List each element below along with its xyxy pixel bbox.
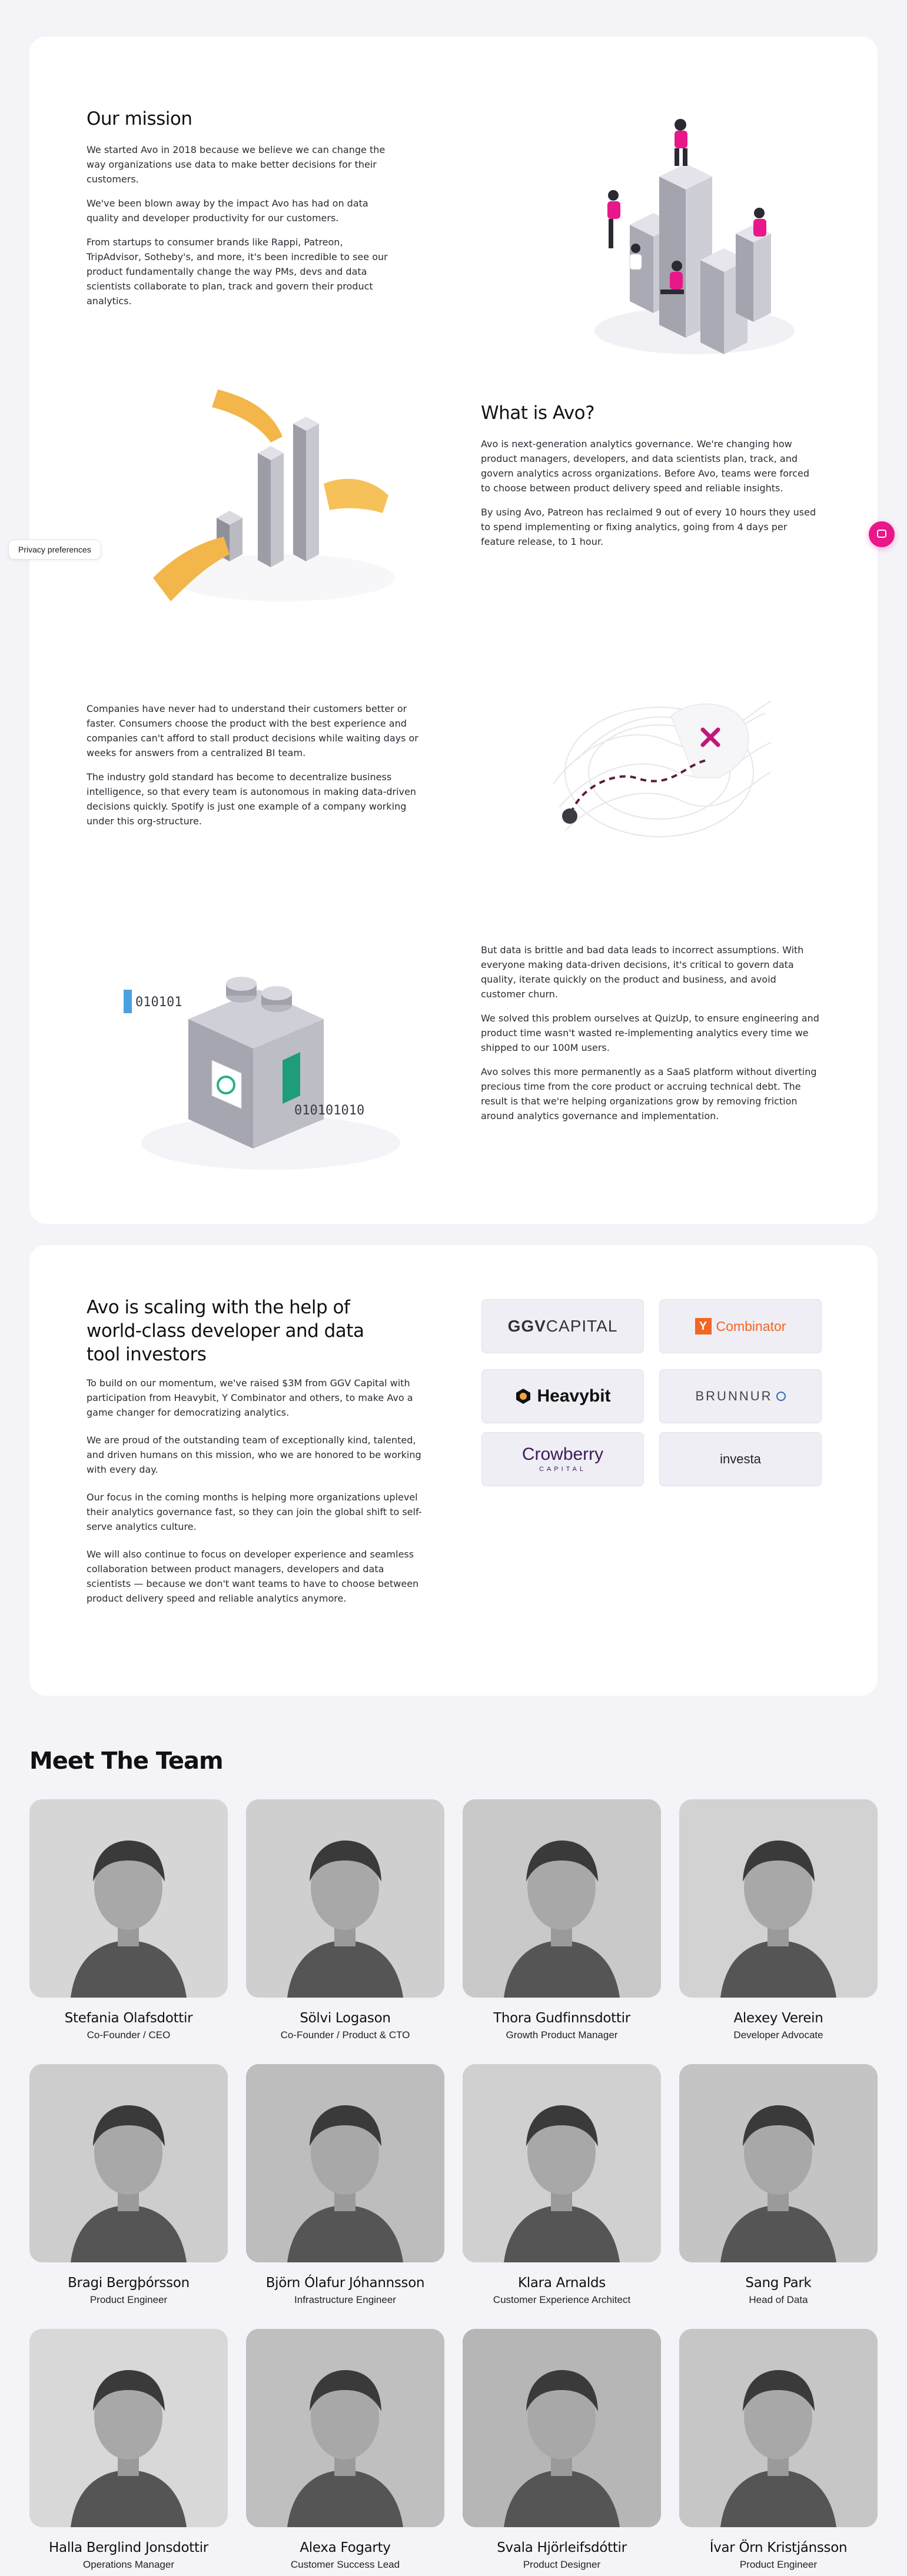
team-member-role: Growth Product Manager [506,2029,618,2041]
about-card [29,36,878,1224]
team-member-card [29,2329,228,2571]
investors-paragraph: We will also continue to focus on developer experience and seamless collaboration between product managers, developers and data scientists — because we don't want teams to have to choose between product delivery speed and reliable analytics anymore. [87,1549,419,1604]
team-member-photo [679,2064,878,2262]
team-member-role: Developer Advocate [733,2029,823,2041]
team-member-role: Product Engineer [89,2294,168,2305]
data-machine-illustration [100,954,430,1178]
decentralize-paragraph: Companies have never had to understand their customers better or faster. Consumers choose the product with the best experience and companies can't afford to stall product decisions while waiting days or weeks for answers from a centralized BI team. [87,703,418,758]
team-member-name: Alexa Fogarty [300,2540,391,2555]
team-member-role: Infrastructure Engineer [294,2294,396,2305]
treasure-map-illustration [541,690,777,848]
crowberry-wordmark: Crowberry [521,1445,604,1464]
team-member-name: Sölvi Logason [300,2011,391,2026]
privacy-preferences-button[interactable]: Privacy preferences [8,540,101,560]
team-member-photo [463,2064,661,2262]
team-member-card [463,2064,661,2306]
team-member-role: Product Engineer [739,2559,818,2570]
logo-ggv-capital [481,1299,644,1353]
team-member-photo [246,1799,444,1998]
team-member-photo [463,1799,661,1998]
team-member-photo [29,2064,228,2262]
team-member-role: Co-Founder / CEO [87,2029,171,2041]
team-member-card [679,2329,878,2571]
decentralize-text [87,701,428,838]
team-member-photo [29,2329,228,2527]
brittle-paragraph: But data is brittle and bad data leads to incorrect assumptions. With everyone making data-driven decisions, it's critical to govern data quality, iterate quickly on the product and business, and avoid customer churn. [481,944,804,1000]
team-title: Meet The Team [29,1748,223,1775]
brittle-paragraph: Avo solves this more permanently as a SaaS platform without diverting precious time from the core product or accruing technical debt. The result is that we're helping organizations grow by removing friction around analytics governance and implementation. [481,1066,817,1121]
heavybit-wordmark: Heavybit [537,1386,611,1406]
investors-paragraph: Our focus in the coming months is helping more organizations uplevel their analytics governance fast, so they can join the global shift to self-serve analytics culture. [87,1492,422,1532]
team-member-name: Björn Ólafur Jóhannsson [265,2275,425,2291]
team-member-card [29,2064,228,2306]
team-member-card [679,1799,878,2041]
investors-title: Avo is scaling with the help of world-class developer and data tool investors [87,1297,364,1365]
team-member-card [246,1799,444,2041]
team-member-photo [679,2329,878,2527]
investors-card [29,1245,878,1696]
investors-text [87,1376,425,1615]
ggv-capital-wordmark: CAPITAL [546,1317,618,1335]
team-member-card [463,1799,661,2041]
chat-icon [877,530,886,538]
logo-y-combinator [659,1299,822,1353]
team-member-name: Thora Gudfinnsdottir [493,2011,630,2026]
team-member-name: Sang Park [745,2275,812,2291]
team-member-card [29,1799,228,2041]
what-is-avo-title: What is Avo? [481,402,595,424]
team-member-card [246,2064,444,2306]
brunnur-wordmark: BRUNNUR [695,1389,773,1403]
ggv-wordmark: GGV [507,1317,546,1335]
team-member-role: Head of Data [749,2294,808,2305]
team-member-card [246,2329,444,2571]
team-member-role: Operations Manager [83,2559,174,2570]
yc-mark: Y [695,1318,712,1334]
svg-text:010101: 010101 [135,995,182,1010]
team-member-role: Customer Success Lead [290,2559,400,2570]
team-member-photo [246,2329,444,2527]
what-is-avo-paragraph: Avo is next-generation analytics governance. We're changing how product managers, developers, and data scientists plan, track, and govern analytics across organizations. Before Avo, teams were forced to choose between product delivery speed and reliable insights. [481,438,810,494]
logo-investa [659,1432,822,1486]
decentralize-paragraph: The industry gold standard has become to decentralize business intelligence, so that every team is autonomous in making data-driven decisions quickly. Spotify is just one example of a company working under this org-structure. [87,771,417,827]
team-member-name: Klara Arnalds [518,2275,606,2291]
team-member-photo [246,2064,444,2262]
svg-text:010101010: 010101010 [294,1103,365,1118]
hands-building-blocks-illustration [129,384,430,648]
team-on-blocks-illustration [559,107,806,366]
team-member-card [463,2329,661,2571]
team-member-name: Bragi Bergþórsson [68,2275,190,2291]
team-member-photo [679,1799,878,1998]
mission-text [87,142,393,318]
logo-crowberry-capital [481,1432,644,1486]
investors-paragraph: To build on our momentum, we've raised $3M from GGV Capital with participation from Heavybit, Y Combinator and others, to make Avo a game changer for democratizing analytics. [87,1377,413,1418]
mission-paragraph: We started Avo in 2018 because we believe we can change the way organizations use data to make better decisions for their customers. [87,144,386,185]
team-member-name: Halla Berglind Jonsdottir [49,2540,208,2555]
mission-paragraph: From startups to consumer brands like Rappi, Patreon, TripAdvisor, Sotheby's, and more, it's been incredible to see our product fundamentally change the way PMs, devs and data scientists collaborate to plan, track and govern their product analytics. [87,237,388,307]
team-member-name: Svala Hjörleifsdóttir [497,2540,627,2555]
investa-wordmark: investa [720,1452,761,1466]
mission-paragraph: We've been blown away by the impact Avo has had on data quality and developer productivity for our customers. [87,198,368,224]
what-is-avo-paragraph: By using Avo, Patreon has reclaimed 9 out of every 10 hours they used to spend implementing or fixing analytics, going from 4 days per feature release, to 1 hour. [481,507,816,547]
team-member-photo [29,1799,228,1998]
heavybit-icon [514,1387,532,1405]
brittle-text [481,943,822,1133]
logo-brunnur [659,1369,822,1423]
crowberry-capital-wordmark: CAPITAL [539,1466,587,1473]
chat-launcher-button[interactable] [869,521,895,547]
team-member-name: Alexey Verein [733,2011,823,2026]
investors-paragraph: We are proud of the outstanding team of exceptionally kind, talented, and driven humans on this mission, who we are honored to be working with every day. [87,1435,421,1475]
what-is-avo-text [481,437,816,558]
yc-wordmark: Combinator [716,1318,786,1334]
team-member-name: Stefania Olafsdottir [64,2011,193,2026]
brittle-paragraph: We solved this problem ourselves at QuizUp, to ensure engineering and product time wasn't wasted re-implementing analytics every time we shipped to our 100M users. [481,1013,819,1053]
team-member-name: Ívar Örn Kristjánsson [709,2540,848,2555]
team-member-role: Customer Experience Architect [493,2294,631,2305]
team-member-role: Co-Founder / Product & CTO [280,2029,410,2041]
brunnur-circle-icon [776,1392,786,1401]
team-member-photo [463,2329,661,2527]
mission-title: Our mission [87,108,192,129]
team-member-card [679,2064,878,2306]
team-member-role: Product Designer [523,2559,601,2570]
logo-heavybit [481,1369,644,1423]
